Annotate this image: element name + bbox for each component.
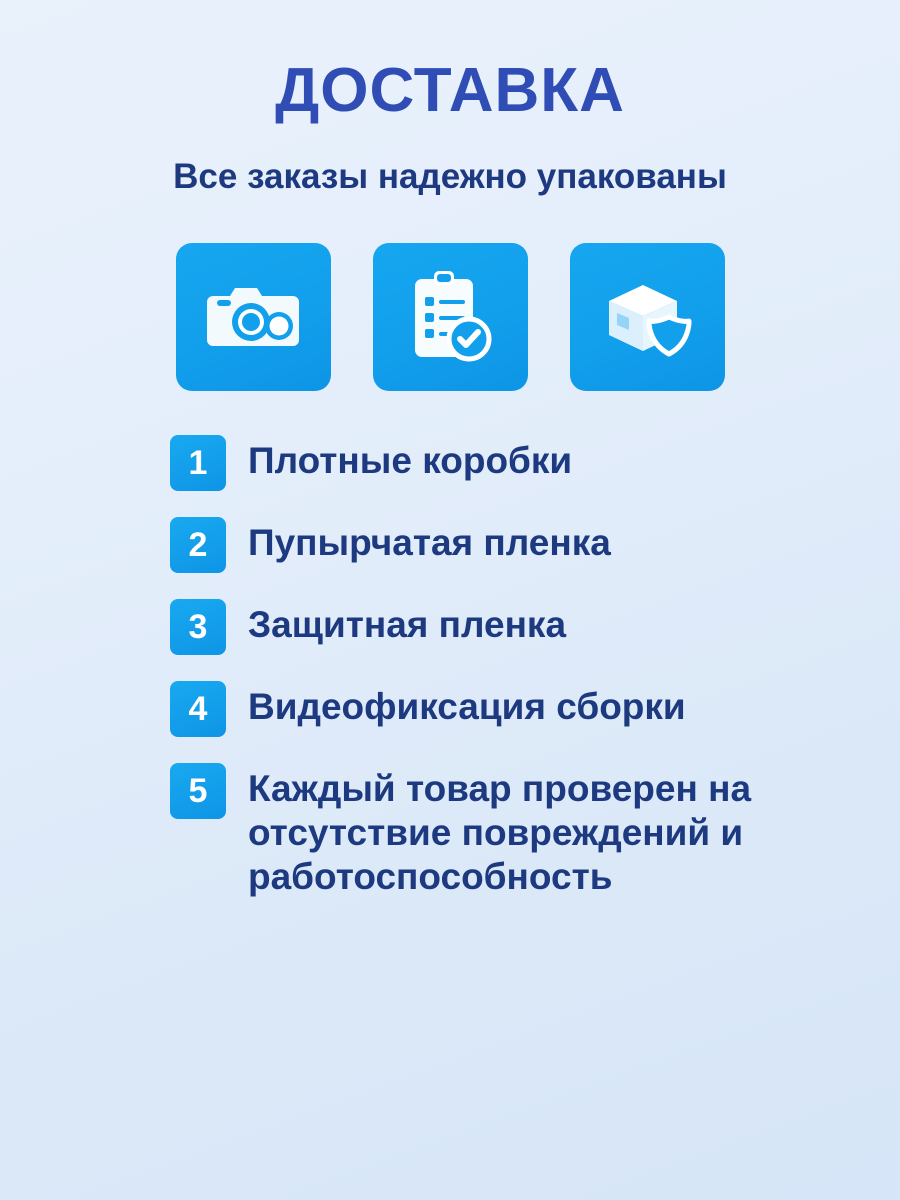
list-item-label: Пупырчатая пленка [248, 522, 611, 564]
list-item-label: Каждый товар проверен на отсутствие повреждений и работоспособность [248, 768, 752, 897]
camera-icon [205, 278, 301, 356]
list-item [170, 517, 830, 573]
page-title: ДОСТАВКА [275, 56, 625, 125]
list-item [170, 599, 830, 655]
list-item-label: Видеофиксация сборки [248, 686, 686, 728]
list-item-number: 4 [170, 681, 226, 737]
list-item-number: 1 [170, 435, 226, 491]
list-item-number: 3 [170, 599, 226, 655]
page-subtitle: Все заказы надежно упакованы [173, 157, 727, 197]
list-item [170, 681, 830, 737]
list-item-label: Плотные коробки [248, 440, 573, 482]
box-shield-icon-tile [570, 243, 725, 391]
clipboard-check-icon-tile [373, 243, 528, 391]
list-item-label: Защитная пленка [248, 604, 567, 646]
list-item-number: 2 [170, 517, 226, 573]
box-shield-icon [597, 273, 697, 361]
camera-icon-tile [176, 243, 331, 391]
list-item-number: 5 [170, 763, 226, 819]
list-item [170, 763, 830, 898]
packaging-list [70, 435, 830, 898]
clipboard-check-icon [407, 269, 493, 365]
list-item [170, 435, 830, 491]
icons-row [176, 243, 725, 391]
